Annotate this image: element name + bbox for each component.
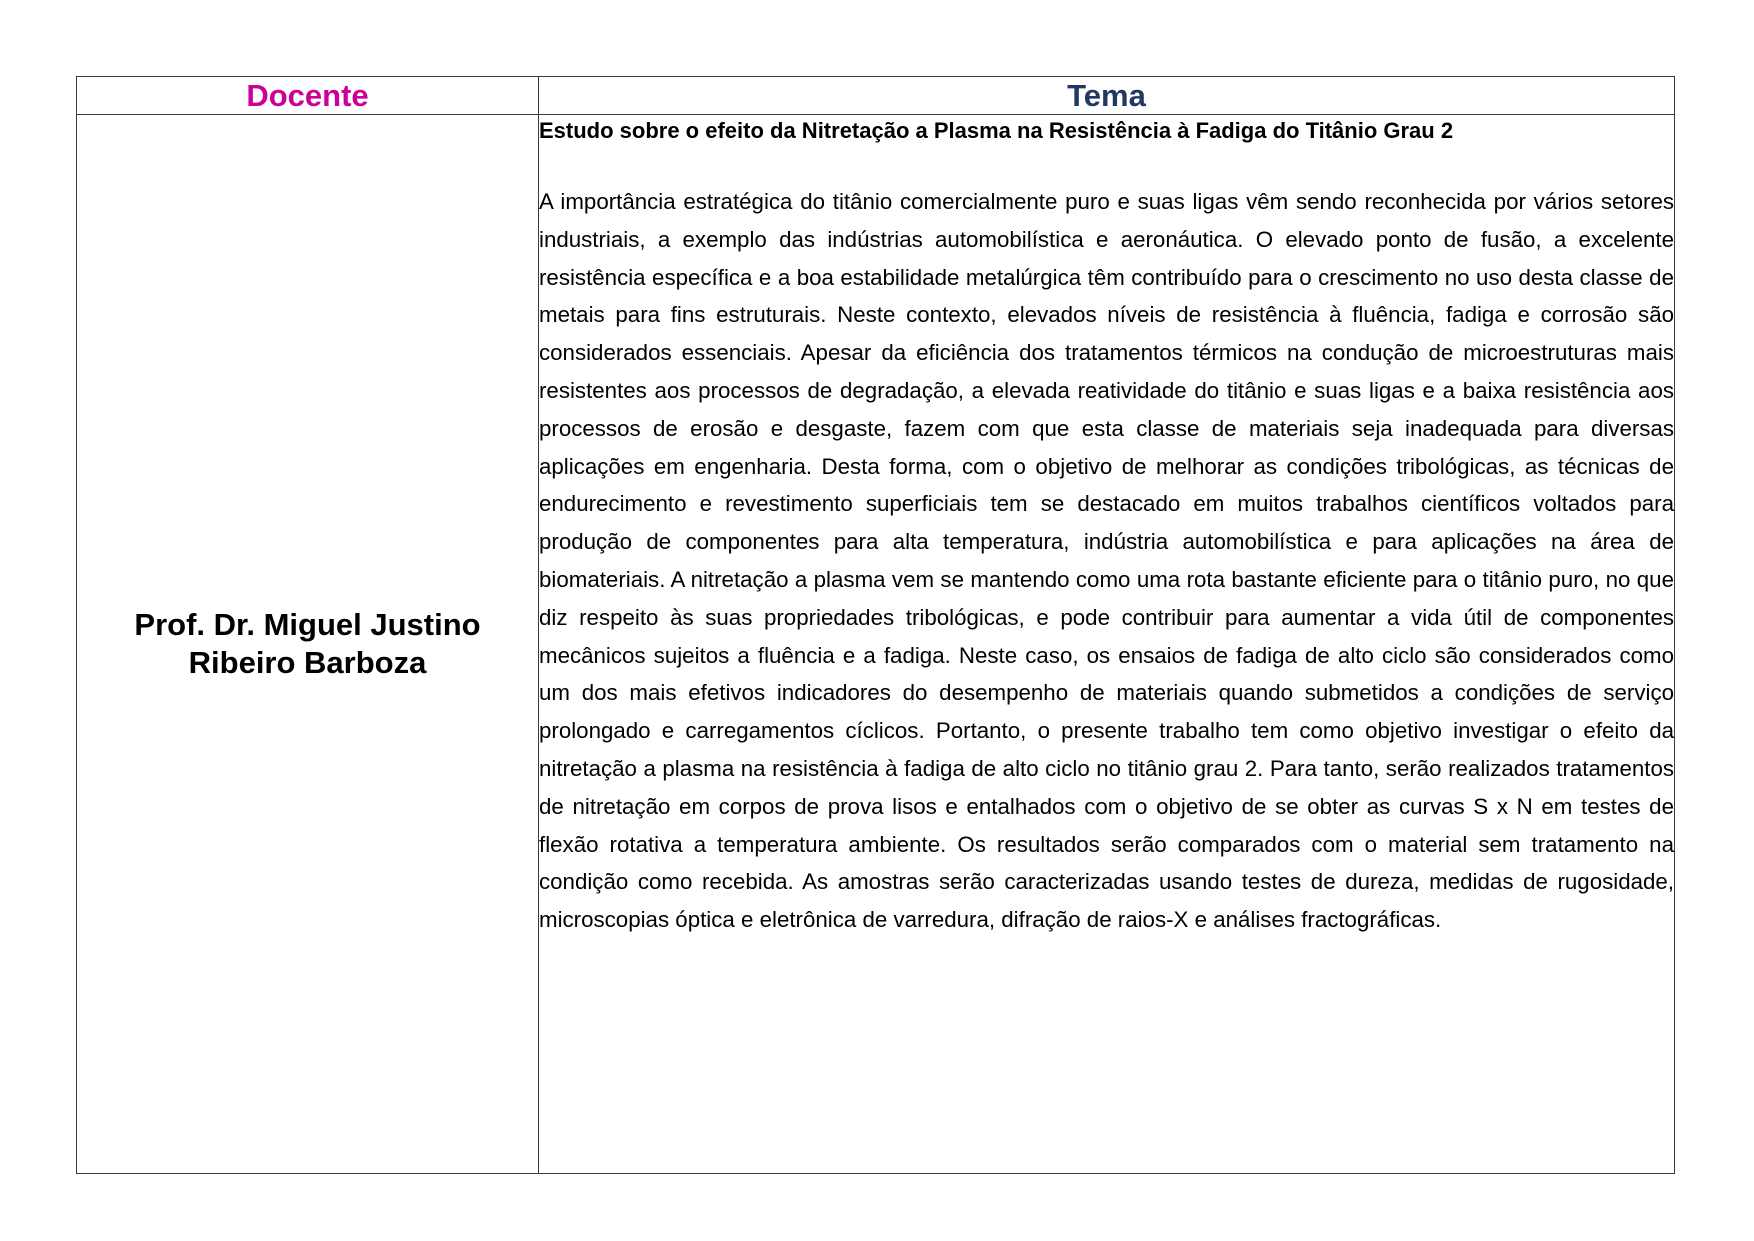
table-row bbox=[77, 115, 1675, 1174]
table-header-row bbox=[77, 77, 1675, 115]
tema-abstract: A importância estratégica do titânio comercialmente puro e suas ligas vêm sendo reconhecida por vários setores industriais, a exemplo das indústrias automobilística e aeronáutica. O elevado ponto de fusão, a excelente resistência específica e a boa estabilidade metalúrgica têm contribuído para o crescimento no uso desta classe de metais para fins estruturais. Neste contexto, elevados níveis de resistência à fluência, fadiga e corrosão são considerados essenciais. Apesar da eficiência dos tratamentos térmicos na condução de microestruturas mais resistentes aos processos de degradação, a elevada reatividade do titânio e suas ligas e a baixa resistência aos processos de erosão e desgaste, fazem com que esta classe de materiais seja inadequada para diversas aplicações em engenharia. Desta forma, com o objetivo de melhorar as condições tribológicas, as técnicas de endurecimento e revestimento superficiais tem se destacado em muitos trabalhos científicos voltados para produção de componentes para alta temperatura, indústria automobilística e para aplicações na área de biomateriais. A nitretação a plasma vem se mantendo como uma rota bastante eficiente para o titânio puro, no que diz respeito às suas propriedades tribológicas, e pode contribuir para aumentar a vida útil de componentes mecânicos sujeitos a fluência e a fadiga. Neste caso, os ensaios de fadiga de alto ciclo são considerados como um dos mais efetivos indicadores do desempenho de materiais quando submetidos a condições de serviço prolongado e carregamentos cíclicos. Portanto, o presente trabalho tem como objetivo investigar o efeito da nitretação a plasma na resistência à fadiga de alto ciclo no titânio grau 2. Para tanto, serão realizados tratamentos de nitretação em corpos de prova lisos e entalhados com o objetivo de se obter as curvas S x N em testes de flexão rotativa a temperatura ambiente. Os resultados serão comparados com o material sem tratamento na condição como recebida. As amostras serão caracterizadas usando testes de dureza, medidas de rugosidade, microscopias óptica e eletrônica de varredura, difração de raios-X e análises fractográficas. bbox=[539, 189, 1674, 933]
tema-cell bbox=[539, 115, 1675, 1174]
tema-title: Estudo sobre o efeito da Nitretação a Plasma na Resistência à Fadiga do Titânio Grau 2 bbox=[539, 118, 1454, 143]
tema-column-header: Tema bbox=[539, 77, 1675, 115]
docente-tema-table bbox=[76, 76, 1675, 1174]
docente-name: Prof. Dr. Miguel Justino Ribeiro Barboza bbox=[77, 115, 539, 1174]
docente-column-header: Docente bbox=[77, 77, 539, 115]
